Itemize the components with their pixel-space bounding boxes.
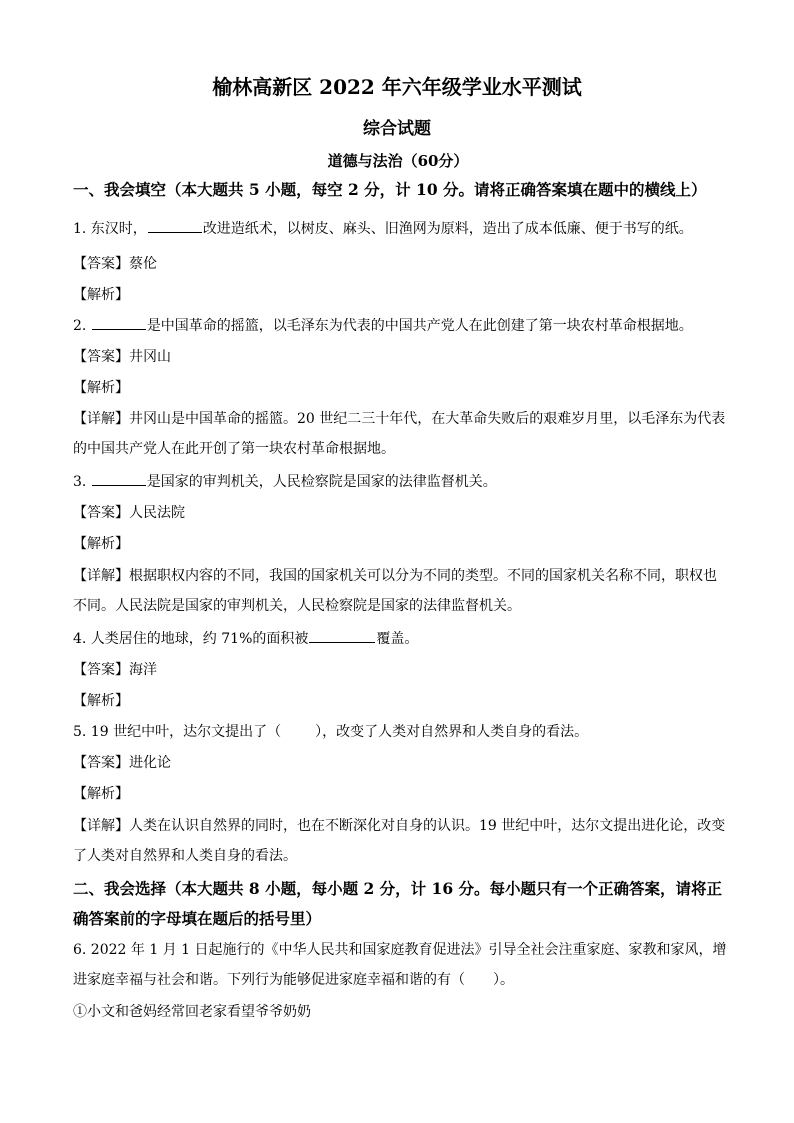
answer-blank <box>148 218 202 233</box>
question-1 <box>73 214 733 244</box>
question-4-post: 覆盖。 <box>376 631 419 647</box>
question-3-post: 是国家的审判机关，人民检察院是国家的法律监督机关。 <box>146 474 497 490</box>
question-1-answer: 【答案】蔡伦 <box>73 256 157 272</box>
answer-blank <box>92 471 146 486</box>
question-4-pre: 4. 人类居住的地球，约 71%的面积被 <box>73 631 309 647</box>
question-6-stem: 6. 2022 年 1 月 1 日起施行的《中华人民共和国家庭教育促进法》引导全社会注重家庭、家教和家风，增进家庭幸福与社会和谐。下列行为能够促进家庭幸福和谐的有（ ）。 <box>73 942 727 988</box>
question-4-answer: 【答案】海洋 <box>73 662 157 678</box>
question-2-detail: 【详解】井冈山是中国革命的摇篮。20 世纪二三十年代，在大革命失败后的艰难岁月里，以毛泽东为代表的中国共产党人在此开创了第一块农村革命根据地。 <box>73 411 726 457</box>
question-5-pre: 5. 19 世纪中叶，达尔文提出了（ <box>73 724 282 740</box>
question-5-detail: 【详解】人类在认识自然界的同时，也在不断深化对自身的认识。19 世纪中叶，达尔文提出进化论，改变了人类对自然界和人类自身的看法。 <box>73 818 726 864</box>
question-1-pre: 1. 东汉时， <box>73 221 147 237</box>
question-3-answer: 【答案】人民法院 <box>73 505 185 521</box>
exam-title: 榆林高新区 2022 年六年级学业水平测试 <box>212 75 582 99</box>
question-2-answer: 【答案】井冈山 <box>73 349 171 365</box>
question-1-analysis: 【解析】 <box>73 287 129 303</box>
answer-blank <box>309 628 375 643</box>
question-3-detail: 【详解】根据职权内容的不同，我国的国家机关可以分为不同的类型。不同的国家机关名称不同，职权也不同。人民法院是国家的审判机关，人民检察院是国家的法律监督机关。 <box>73 568 717 614</box>
question-3-pre: 3. <box>73 474 91 490</box>
part1-heading: 一、我会填空（本大题共 5 小题，每空 2 分，计 10 分。请将正确答案填在题中的横线上） <box>73 180 707 199</box>
answer-blank <box>92 315 146 330</box>
exam-subtitle: 综合试题 <box>363 119 431 139</box>
question-5-answer: 【答案】进化论 <box>73 755 171 771</box>
question-2 <box>73 311 733 341</box>
question-4 <box>73 624 733 654</box>
question-3 <box>73 467 733 497</box>
question-4-analysis: 【解析】 <box>73 693 129 709</box>
question-2-analysis: 【解析】 <box>73 380 129 396</box>
part2-heading: 二、我会选择（本大题共 8 小题，每小题 2 分，计 16 分。每小题只有一个正确答案，请将正确答案前的字母填在题后的括号里） <box>73 879 723 928</box>
question-5-analysis: 【解析】 <box>73 786 129 802</box>
question-2-post: 是中国革命的摇篮，以毛泽东为代表的中国共产党人在此创建了第一块农村革命根据地。 <box>146 318 693 334</box>
section-title: 道德与法治（60分） <box>327 152 469 170</box>
question-5 <box>73 717 733 747</box>
question-3-analysis: 【解析】 <box>73 536 129 552</box>
question-2-pre: 2. <box>73 318 91 334</box>
question-5-post: ），改变了人类对自然界和人类自身的看法。 <box>315 724 589 740</box>
question-6-option-1: ①小文和爸妈经常回老家看望爷爷奶奶 <box>73 1004 311 1020</box>
question-1-post: 改进造纸术，以树皮、麻头、旧渔网为原料，造出了成本低廉、便于书写的纸。 <box>202 221 693 237</box>
